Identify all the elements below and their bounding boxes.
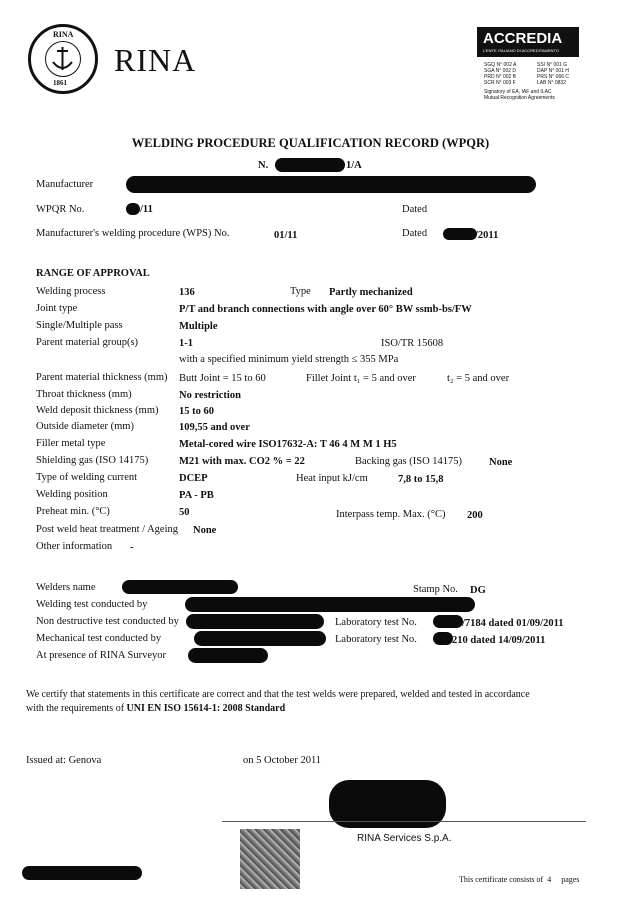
seal-text-bottom: 1861 — [53, 79, 67, 87]
preheat-label: Preheat min. (°C) — [36, 506, 110, 517]
redacted-block — [433, 615, 463, 628]
issued-at: Issued at: Genova — [26, 755, 102, 766]
throat-label: Throat thickness (mm) — [36, 389, 132, 400]
accredia-subtitle: L'ENTE ITALIANO DI ACCREDITAMENTO — [483, 48, 559, 53]
seal-text-top: RINA — [53, 30, 74, 39]
certify-line-1: We certify that statements in this certificate are correct and that the test welds were prepared, welded and tested in accordance — [26, 689, 530, 700]
welders-label: Welders name — [36, 582, 96, 593]
doc-number-prefix: N. — [258, 160, 269, 171]
mech-label: Mechanical test conducted by — [36, 633, 162, 644]
accreditation-codes-right: SSI N° 001 G DAP N° 001 H PRS N° 066 C LAB N° 0832 — [537, 62, 570, 86]
wpqr-value: /11 — [140, 204, 153, 215]
redacted-block — [275, 158, 345, 172]
type-value: Partly mechanized — [329, 287, 413, 298]
other-label: Other information — [36, 541, 113, 552]
type-label: Type — [290, 286, 311, 297]
welding-process-label: Welding process — [36, 286, 106, 297]
redacted-block — [188, 648, 268, 663]
outside-diameter-label: Outside diameter (mm) — [36, 421, 134, 432]
redacted-block — [122, 580, 238, 594]
mech-lab-label: Laboratory test No. — [335, 634, 417, 645]
ndt-label: Non destructive test conducted by — [36, 616, 179, 627]
parent-group-yield: with a specified minimum yield strength ≤ 355 MPa — [179, 354, 399, 365]
shielding-value: M21 with max. CO2 % = 22 — [179, 456, 305, 467]
surveyor-label: At presence of RINA Surveyor — [36, 650, 167, 661]
accreditation-note: Signatory of EA, IAF and ILAC Mutual Recognition Agreements — [484, 89, 555, 101]
pass-value: Multiple — [179, 321, 218, 332]
heat-input-label: Heat input kJ/cm — [296, 473, 368, 484]
parent-thickness-fillet: Fillet Joint t₁ = 5 and over — [306, 373, 416, 384]
accredia-logo — [477, 27, 579, 57]
redacted-block — [186, 614, 324, 629]
joint-type-value: P/T and branch connections with angle over 60° BW ssmb-bs/FW — [179, 304, 472, 315]
accredia-title: ACCREDIA — [483, 30, 563, 47]
signature-line — [222, 821, 586, 822]
parent-thickness-butt: Butt Joint = 15 to 60 — [179, 373, 266, 384]
redacted-block — [443, 228, 477, 240]
backing-label: Backing gas (ISO 14175) — [355, 456, 463, 467]
ndt-lab-value: /7184 dated 01/09/2011 — [462, 618, 564, 629]
mech-lab-value: 210 dated 14/09/2011 — [452, 635, 546, 646]
shielding-label: Shielding gas (ISO 14175) — [36, 455, 149, 466]
redacted-block — [194, 631, 326, 646]
redacted-block — [433, 632, 453, 645]
pages-note: This certificate consists of 4 pages — [459, 875, 580, 884]
certify-line-2: with the requirements of UNI EN ISO 15614-1: 2008 Standard — [26, 703, 286, 714]
wps-label: Manufacturer's welding procedure (WPS) No. — [36, 228, 230, 239]
manufacturer-label: Manufacturer — [36, 179, 94, 190]
issued-date: on 5 October 2011 — [243, 755, 322, 766]
position-label: Welding position — [36, 489, 108, 500]
brand-name: RINA — [114, 42, 197, 78]
wps-dated-label: Dated — [402, 228, 428, 239]
deposit-value: 15 to 60 — [179, 406, 214, 417]
parent-group-label: Parent material group(s) — [36, 337, 139, 348]
current-label: Type of welding current — [36, 472, 138, 483]
interpass-value: 200 — [467, 510, 483, 521]
deposit-label: Weld deposit thickness (mm) — [36, 405, 159, 416]
conducted-label: Welding test conducted by — [36, 599, 148, 610]
position-value: PA - PB — [179, 490, 214, 501]
interpass-label: Interpass temp. Max. (°C) — [336, 509, 446, 520]
heat-input-value: 7,8 to 15,8 — [398, 474, 444, 485]
outside-diameter-value: 109,55 and over — [179, 422, 250, 433]
joint-type-label: Joint type — [36, 303, 78, 314]
stamp-label: Stamp No. — [413, 584, 458, 595]
wpqr-dated-label: Dated — [402, 204, 428, 215]
rina-seal-logo — [28, 24, 98, 94]
welding-process-value: 136 — [179, 287, 195, 298]
pwht-value: None — [193, 525, 217, 536]
parent-thickness-t2: t₂ = 5 and over — [447, 373, 510, 384]
filler-value: Metal-cored wire ISO17632-A: T 46 4 M M 1 H5 — [179, 439, 397, 450]
backing-value: None — [489, 457, 513, 468]
range-heading: RANGE OF APPROVAL — [36, 268, 150, 279]
pass-label: Single/Multiple pass — [36, 320, 123, 331]
filler-label: Filler metal type — [36, 438, 106, 449]
signature-company: RINA Services S.p.A. — [357, 833, 452, 844]
official-stamp — [240, 829, 300, 889]
preheat-value: 50 — [179, 507, 190, 518]
redacted-block — [126, 176, 536, 193]
accreditation-codes-left: SGQ N° 002 A SGA N° 002 D PRD N° 002 B SCR N° 003 F — [484, 62, 517, 86]
parent-group-value: 1-1 — [179, 338, 193, 349]
ndt-lab-label: Laboratory test No. — [335, 617, 417, 628]
wps-value: 01/11 — [274, 230, 298, 241]
pwht-label: Post weld heat treatment / Ageing — [36, 524, 179, 535]
redacted-block — [185, 597, 475, 612]
other-value: - — [130, 542, 134, 553]
stamp-value: DG — [470, 585, 486, 596]
doc-number-suffix: 1/A — [346, 160, 362, 171]
throat-value: No restriction — [179, 390, 241, 401]
parent-thickness-label: Parent material thickness (mm) — [36, 372, 168, 383]
wpqr-label: WPQR No. — [36, 204, 85, 215]
redacted-block — [126, 203, 140, 215]
parent-group-standard: ISO/TR 15608 — [381, 338, 444, 349]
current-value: DCEP — [179, 473, 208, 484]
redacted-block — [22, 866, 142, 880]
document-title: WELDING PROCEDURE QUALIFICATION RECORD (WPQR) — [131, 136, 490, 150]
anchor-emblem-icon — [45, 41, 81, 77]
wps-dated-value: /2011 — [475, 230, 499, 241]
